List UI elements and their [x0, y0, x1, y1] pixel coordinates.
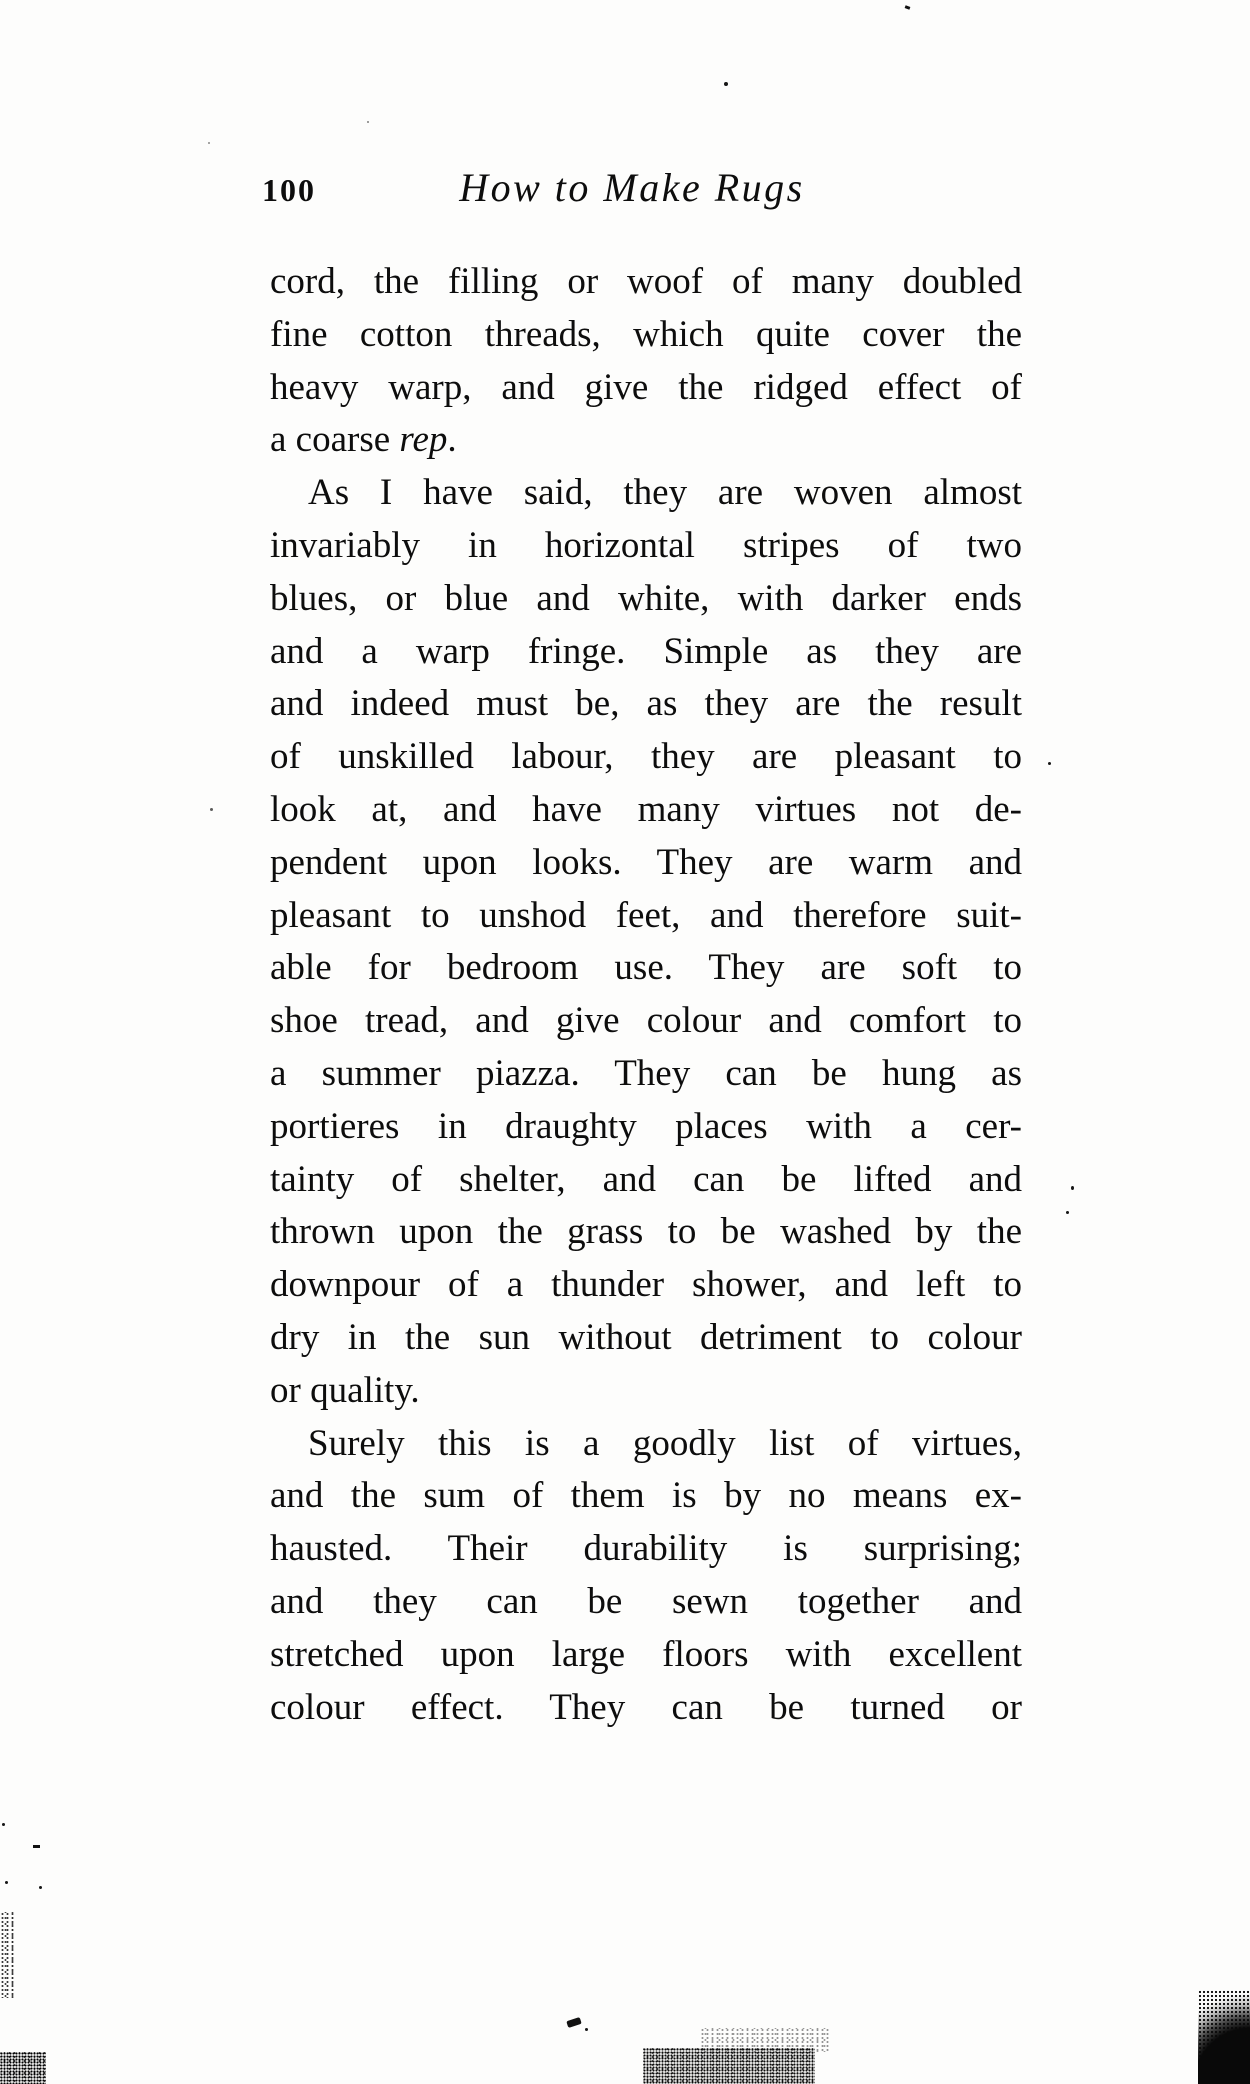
- text-segment: .: [447, 419, 457, 461]
- text-segment: pendent upon looks. They are warm and: [270, 841, 1022, 883]
- scan-noise-bottom-band: [643, 2048, 815, 2084]
- text-segment: dry in the sun without detriment to colour: [270, 1316, 1022, 1358]
- text-line: [270, 1206, 1022, 1259]
- running-header: [262, 165, 1022, 212]
- text-line: [270, 1418, 1022, 1471]
- text-segment: look at, and have many virtues not de-: [270, 788, 1022, 830]
- text-line: [270, 573, 1022, 626]
- text-segment: a summer piazza. They can be hung as: [270, 1052, 1022, 1094]
- scan-speck: [1066, 1211, 1069, 1214]
- scan-blob-bottom-right-corner: [1198, 1990, 1250, 2084]
- scan-mark: [566, 2017, 581, 2028]
- text-segment: fine cotton threads, which quite cover the: [270, 313, 1022, 355]
- scan-speck: [2, 1823, 5, 1826]
- scan-speck: [1071, 1186, 1074, 1190]
- scan-speck: [905, 5, 911, 10]
- text-segment: and a warp fringe. Simple as they are: [270, 630, 1022, 672]
- text-line: [270, 309, 1022, 362]
- text-line: [270, 1629, 1022, 1682]
- text-line: [270, 362, 1022, 415]
- text-line: [270, 626, 1022, 679]
- text-line: [270, 890, 1022, 943]
- scan-speck: [724, 82, 728, 86]
- text-segment: blues, or blue and white, with darker ends: [270, 577, 1022, 619]
- text-line: [270, 467, 1022, 520]
- text-segment: Surely this is a goodly list of virtues,: [308, 1422, 1022, 1464]
- text-line: [270, 1470, 1022, 1523]
- text-line: [270, 942, 1022, 995]
- scan-speck: [39, 1886, 42, 1889]
- text-segment: and the sum of them is by no means ex-: [270, 1475, 1022, 1517]
- text-line: [270, 1576, 1022, 1629]
- text-line: [270, 1682, 1022, 1735]
- scan-noise-left-edge: [0, 1912, 15, 1998]
- scan-speck: [5, 1881, 8, 1884]
- text-segment: shoe tread, and give colour and comfort to: [270, 1000, 1022, 1042]
- text-segment: and indeed must be, as they are the result: [270, 683, 1022, 725]
- text-line: [270, 1154, 1022, 1207]
- text-segment: thrown upon the grass to be washed by the: [270, 1211, 1022, 1253]
- scan-noise-bottom-left-corner: [0, 2052, 46, 2084]
- text-segment: able for bedroom use. They are soft to: [270, 947, 1022, 989]
- scan-speck: [33, 1845, 40, 1848]
- text-segment: tainty of shelter, and can be lifted and: [270, 1158, 1022, 1200]
- text-line: [270, 414, 1022, 467]
- running-title: How to Make Rugs: [459, 165, 805, 210]
- text-segment: pleasant to unshod feet, and therefore suit-: [270, 894, 1022, 936]
- text-line: [270, 1523, 1022, 1576]
- text-segment: and they can be sewn together and: [270, 1580, 1022, 1622]
- text-line: [270, 1048, 1022, 1101]
- text-line: [270, 256, 1022, 309]
- page-number: 100: [262, 172, 316, 208]
- text-line: [270, 520, 1022, 573]
- text-line: [270, 1259, 1022, 1312]
- italic-text-segment: rep: [399, 419, 448, 461]
- page-text: [270, 256, 1022, 1734]
- text-line: [270, 1312, 1022, 1365]
- text-line: [270, 1101, 1022, 1154]
- text-line: [270, 731, 1022, 784]
- text-line: [270, 837, 1022, 890]
- text-line: [270, 678, 1022, 731]
- text-segment: heavy warp, and give the ridged effect of: [270, 366, 1022, 408]
- scan-speck: [367, 121, 369, 123]
- text-line: [270, 1365, 1022, 1418]
- text-segment: invariably in horizontal stripes of two: [270, 524, 1022, 566]
- scan-speck: [1048, 762, 1051, 765]
- text-segment: cord, the filling or woof of many doubled: [270, 261, 1022, 302]
- text-segment: downpour of a thunder shower, and left to: [270, 1264, 1022, 1306]
- text-segment: a coarse: [270, 419, 400, 461]
- text-segment: portieres in draughty places with a cer-: [270, 1105, 1022, 1147]
- scan-speck: [208, 142, 210, 144]
- text-segment: or quality.: [270, 1369, 420, 1411]
- text-line: [270, 784, 1022, 837]
- scan-speck: [585, 2028, 588, 2031]
- text-segment: hausted. Their durability is surprising;: [270, 1528, 1022, 1570]
- text-segment: colour effect. They can be turned or: [270, 1686, 1022, 1728]
- text-segment: of unskilled labour, they are pleasant to: [270, 736, 1022, 778]
- text-segment: stretched upon large floors with excellent: [270, 1633, 1022, 1675]
- text-segment: As I have said, they are woven almost: [308, 472, 1022, 514]
- scan-speck: [210, 808, 213, 811]
- text-line: [270, 995, 1022, 1048]
